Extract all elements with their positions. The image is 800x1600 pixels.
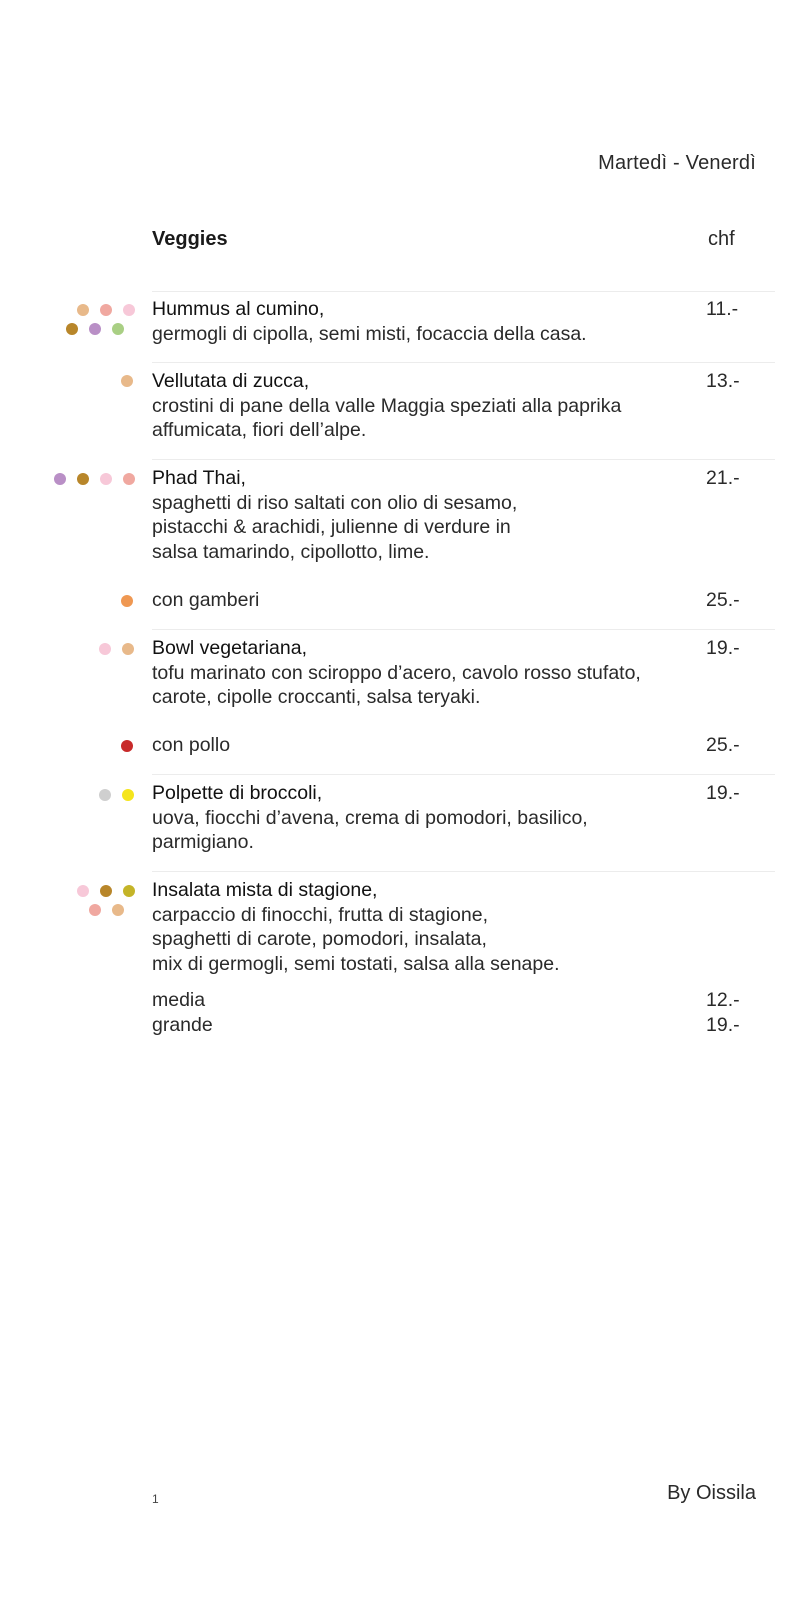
- allergen-dot-icon: [112, 323, 124, 335]
- allergen-dot-icon: [66, 323, 78, 335]
- dish-name-suffix: ,: [316, 782, 323, 804]
- divider: [152, 871, 775, 872]
- dish-name-suffix: ,: [240, 467, 246, 489]
- dish-description: spaghetti di carote, pomodori, insalata,: [152, 928, 487, 950]
- dish-price: 25.-: [706, 589, 740, 611]
- dish-description: uova, fiocchi d’avena, crema di pomodori, basilico,: [152, 806, 588, 829]
- dish-name-text: Phad Thai: [152, 467, 241, 489]
- dish-name-text: Insalata mista di stagione: [152, 879, 373, 901]
- dish-name-text: Hummus al cumino: [152, 298, 319, 320]
- currency-label: chf: [708, 228, 735, 250]
- dish-description: salsa tamarindo, cipollotto, lime.: [152, 540, 430, 563]
- dish-name-text: Polpette di broccoli: [152, 782, 317, 804]
- allergen-dot-icon: [100, 473, 112, 485]
- allergen-dot-icon: [112, 904, 124, 916]
- divider: [152, 362, 775, 363]
- dish-name-suffix: ,: [301, 637, 308, 659]
- allergen-dot-icon: [99, 789, 111, 801]
- size-price: 19.-: [706, 1013, 740, 1036]
- dish-description: affumicata, fiori dell’alpe.: [152, 419, 367, 441]
- allergen-dot-icon: [123, 473, 135, 485]
- dish-price: 19.-: [706, 637, 740, 659]
- dish-variant: con pollo: [152, 734, 231, 756]
- section-title: Veggies: [152, 228, 228, 250]
- allergen-dot-icon: [89, 904, 101, 916]
- dish-description: parmigiano.: [152, 831, 254, 853]
- allergen-dot-icon: [77, 473, 89, 485]
- allergen-dot-icon: [121, 740, 133, 752]
- dish-description: crostini di pane della valle Maggia speziati alla paprika: [152, 394, 622, 417]
- dish-description: spaghetti di riso saltati con olio di sesamo,: [152, 491, 518, 514]
- dish-name: [152, 369, 697, 394]
- dish-name-suffix: ,: [372, 879, 378, 901]
- dish-price: 13.-: [706, 370, 740, 392]
- dish-description: mix di germogli, semi tostati, salsa alla senape.: [152, 952, 560, 975]
- dish-name: [152, 781, 697, 806]
- divider: [152, 774, 775, 775]
- divider: [152, 629, 775, 630]
- allergen-dot-icon: [121, 375, 133, 387]
- brand-signature: By Oissila: [667, 1482, 756, 1504]
- dish-name-text: Vellutata di zucca,: [152, 370, 310, 392]
- size-label: grande: [152, 1013, 213, 1036]
- allergen-dot-icon: [122, 643, 134, 655]
- dish-price: 19.-: [706, 782, 740, 804]
- dish-name: [152, 636, 697, 661]
- size-price: 12.-: [706, 989, 740, 1011]
- allergen-dot-icon: [121, 595, 133, 607]
- allergen-dot-icon: [54, 473, 66, 485]
- dish-description: germogli di cipolla, semi misti, focaccia della casa.: [152, 322, 587, 345]
- divider: [152, 459, 775, 460]
- allergen-dot-icon: [77, 885, 89, 897]
- dish-variant: con gamberi: [152, 589, 260, 611]
- dish-name-suffix: ,: [318, 298, 325, 320]
- allergen-dot-icon: [100, 304, 112, 316]
- dish-description: carpaccio di finocchi, frutta di stagione,: [152, 903, 489, 926]
- dish-name: [152, 466, 697, 491]
- allergen-dot-icon: [100, 885, 112, 897]
- dish-price: 25.-: [706, 734, 740, 756]
- size-label: media: [152, 989, 206, 1011]
- allergen-dot-icon: [123, 885, 135, 897]
- allergen-dot-icon: [89, 323, 101, 335]
- dish-name: [152, 297, 697, 322]
- dish-price: 21.-: [706, 467, 740, 489]
- allergen-dot-icon: [99, 643, 111, 655]
- allergen-dot-icon: [122, 789, 134, 801]
- dish-name-text: Bowl vegetariana: [152, 637, 302, 659]
- allergen-dot-icon: [123, 304, 135, 316]
- dish-description: carote, cipolle croccanti, salsa teryaki.: [152, 686, 481, 708]
- divider: [152, 291, 775, 292]
- allergen-dot-icon: [77, 304, 89, 316]
- header-days: Martedì - Venerdì: [598, 152, 756, 174]
- page-number: 1: [152, 1492, 159, 1506]
- dish-name: [152, 878, 697, 903]
- dish-description: pistacchi & arachidi, julienne di verdure in: [152, 516, 511, 538]
- dish-description: tofu marinato con sciroppo d’acero, cavolo rosso stufato,: [152, 661, 641, 684]
- dish-price: 11.-: [706, 298, 739, 320]
